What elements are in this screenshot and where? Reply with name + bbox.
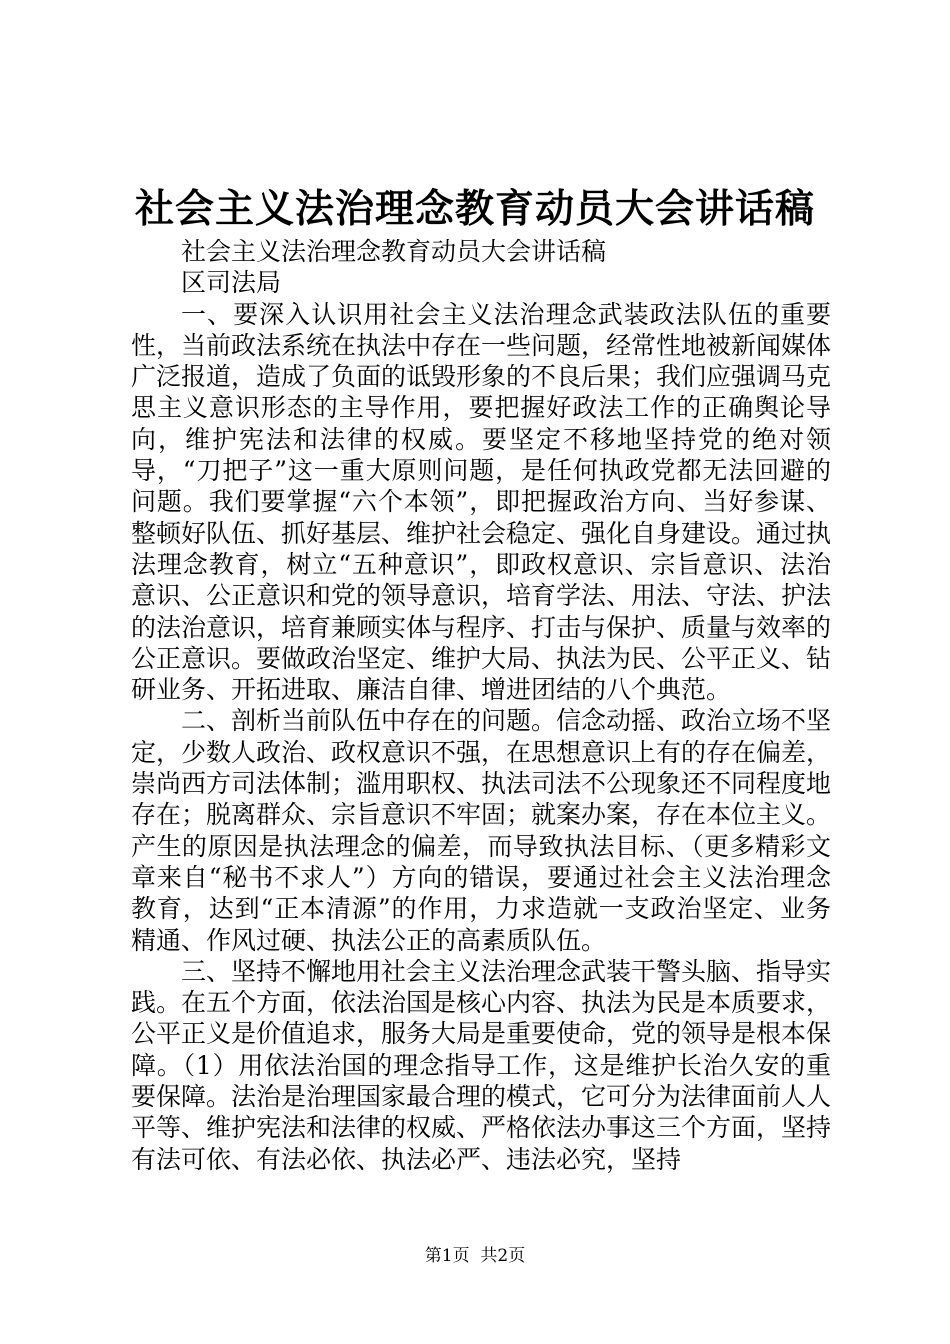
page-footer xyxy=(0,1245,950,1267)
document-title: 社会主义法治理念教育动员大会讲话稿 xyxy=(134,186,815,232)
subtitle-line: 社会主义法治理念教育动员大会讲话稿 xyxy=(181,237,607,266)
paragraph-2: 二、剖析当前队伍中存在的问题。信念动摇、政治立场不坚定，少数人政治、政权意识不强，在思想意识上有的存在偏差，崇尚西方司法体制；滥用职权、执法司法不公现象还不同程度地存在；脱离群众、宗旨意识不牢固；就案办案，存在本位主义。产生的原因是执法理念的偏差，而导致执法目标、（更多精彩文章来自“秘书不求人”）方向的错误，要通过社会主义法治理念教育，达到“正本清源”的作用，力求造就一支政治坚定、业务精通、作风过硬、执法公正的高素质队伍。 xyxy=(131,706,832,955)
paragraph-3: 三、坚持不懈地用社会主义法治理念武装干警头脑、指导实践。在五个方面，依法治国是核心内容、执法为民是本质要求，公平正义是价值追求，服务大局是重要使命，党的领导是根本保障。（1）用依法治国的理念指导工作，这是维护长治久安的重要保障。法治是治理国家最合理的模式，它可分为法律面前人人平等、维护宪法和法律的权威、严格依法办事这三个方面，坚持有法可依、有法必依、执法必严、违法必究，坚持 xyxy=(131,956,832,1174)
paragraph-1: 一、要深入认识用社会主义法治理念武装政法队伍的重要性，当前政法系统在执法中存在一些问题，经常性地被新闻媒体广泛报道，造成了负面的诋毁形象的不良后果；我们应强调马克思主义意识形态的主导作用，要把握好政法工作的正确舆论导向，维护宪法和法律的权威。要坚定不移地坚持党的绝对领导，“刀把子”这一重大原则问题，是任何执政党都无法回避的问题。我们要掌握“六个本领”，即把握政治方向、当好参谋、整顿好队伍、抓好基层、维护社会稳定、强化自身建设。通过执法理念教育，树立“五种意识”，即政权意识、宗旨意识、法治意识、公正意识和党的领导意识，培育学法、用法、守法、护法的法治意识，培育兼顾实体与程序、打击与保护、质量与效率的公正意识。要做政治坚定、维护大局、执法为民、公平正义、钻研业务、开拓进取、廉洁自律、增进团结的八个典范。 xyxy=(131,299,832,705)
page-number: 第1页 共2页 xyxy=(424,1246,526,1266)
author-line: 区司法局 xyxy=(181,268,282,298)
document-body xyxy=(131,236,831,1175)
